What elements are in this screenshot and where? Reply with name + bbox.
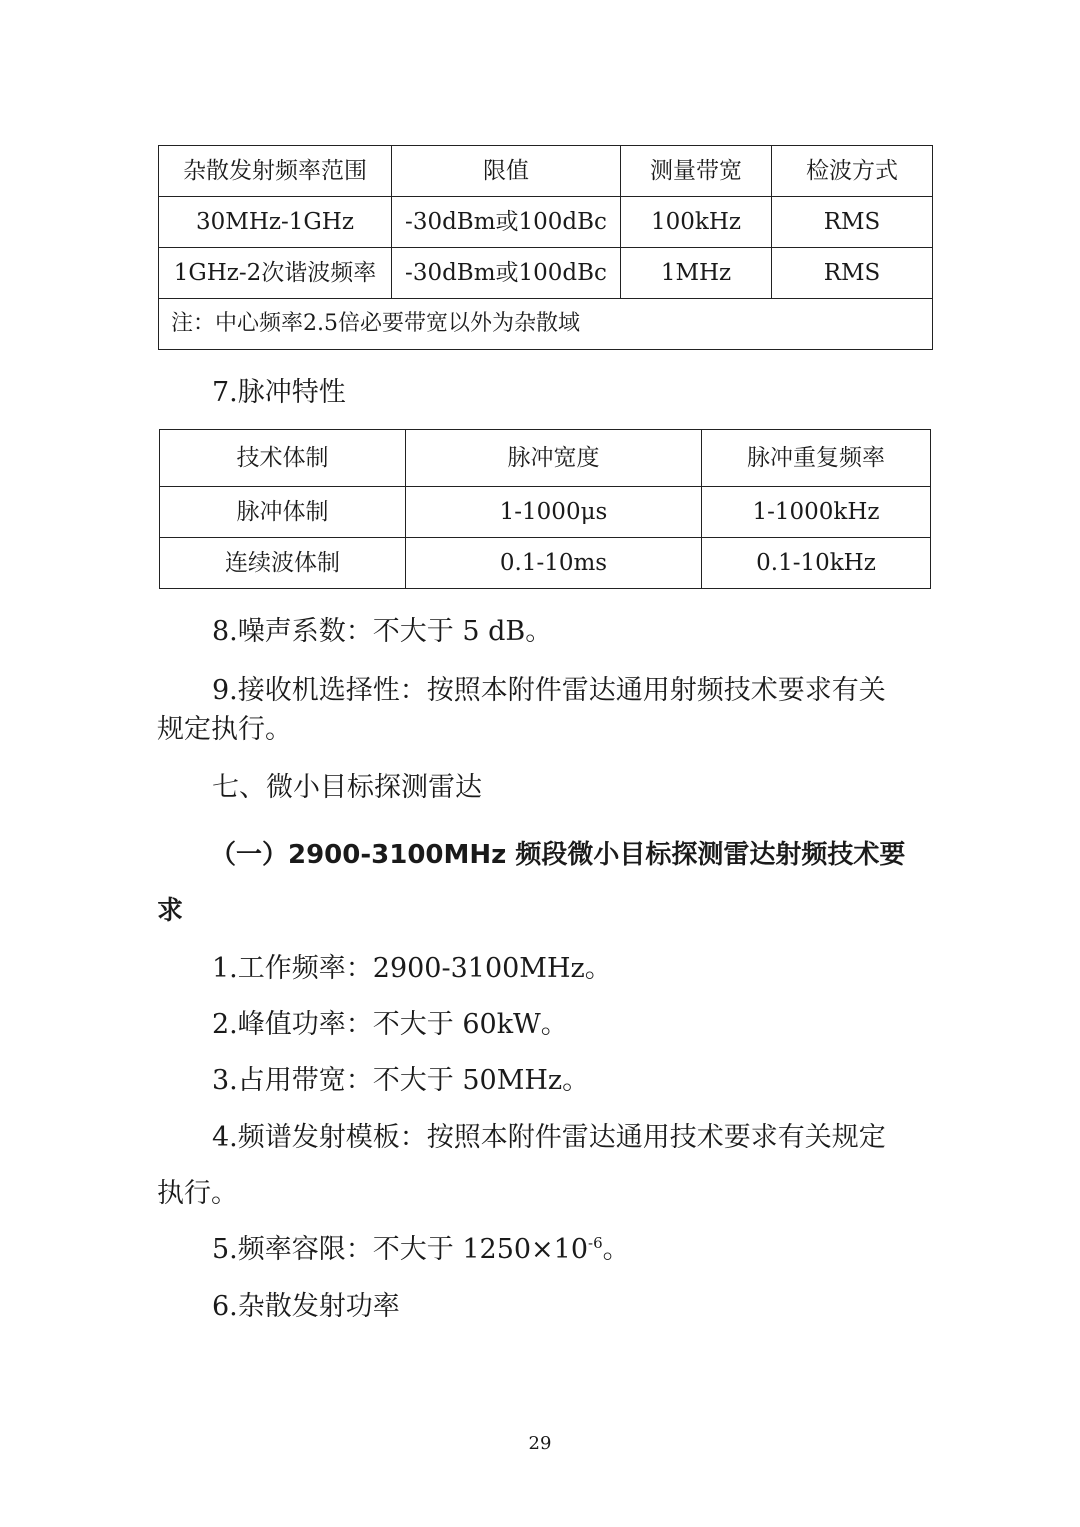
table-note: 注：中心频率2.5倍必要带宽以外为杂散域	[159, 299, 933, 350]
table-cell: 1-1000μs	[406, 487, 702, 538]
item-7-title: 7.脉冲特性	[212, 377, 346, 408]
table-cell: -30dBm或100dBc	[392, 248, 621, 299]
page-number: 29	[528, 1433, 552, 1454]
table-cell: 1-1000kHz	[702, 487, 931, 538]
table-row	[159, 197, 933, 248]
item-9-line1: 9.接收机选择性：按照本附件雷达通用射频技术要求有关	[212, 675, 886, 706]
requirement-5-suffix: 。	[602, 1234, 630, 1265]
table-cell: -30dBm或100dBc	[392, 197, 621, 248]
header-cell: 脉冲宽度	[406, 430, 702, 487]
header-cell: 测量带宽	[621, 146, 772, 197]
spurious-emission-table	[158, 145, 933, 350]
requirement-3: 3.占用带宽：不大于 50MHz。	[212, 1065, 590, 1096]
subsection-1-title-line1: （一）2900-3100MHz 频段微小目标探测雷达射频技术要	[210, 840, 906, 870]
table-header-row	[160, 430, 931, 487]
table-cell: 1GHz-2次谐波频率	[159, 248, 392, 299]
table-cell: 0.1-10kHz	[702, 538, 931, 589]
table-cell: 100kHz	[621, 197, 772, 248]
table-cell: RMS	[772, 248, 933, 299]
table-cell: 30MHz-1GHz	[159, 197, 392, 248]
table-cell: 1MHz	[621, 248, 772, 299]
item-9-line2: 规定执行。	[157, 714, 292, 745]
table-row	[159, 248, 933, 299]
header-cell: 限值	[392, 146, 621, 197]
table-row	[160, 487, 931, 538]
section-7-title: 七、微小目标探测雷达	[212, 772, 482, 803]
table-row	[160, 538, 931, 589]
table-cell: 0.1-10ms	[406, 538, 702, 589]
header-cell: 检波方式	[772, 146, 933, 197]
table-cell: 连续波体制	[160, 538, 406, 589]
header-cell: 技术体制	[160, 430, 406, 487]
header-cell: 杂散发射频率范围	[159, 146, 392, 197]
table-header-row	[159, 146, 933, 197]
subsection-1-title-line2: 求	[157, 896, 184, 926]
requirement-4-line2: 执行。	[157, 1178, 238, 1209]
requirement-6: 6.杂散发射功率	[212, 1291, 400, 1322]
table-cell: RMS	[772, 197, 933, 248]
requirement-5-text: 5.频率容限：不大于 1250×10	[212, 1234, 589, 1265]
requirement-4-line1: 4.频谱发射模板：按照本附件雷达通用技术要求有关规定	[212, 1122, 886, 1153]
item-8: 8.噪声系数：不大于 5 dB。	[212, 616, 553, 647]
requirement-5	[212, 1236, 630, 1263]
requirement-2: 2.峰值功率：不大于 60kW。	[212, 1009, 568, 1040]
requirement-5-exponent: -6	[588, 1234, 603, 1252]
requirement-1: 1.工作频率：2900-3100MHz。	[212, 953, 612, 984]
table-note-row	[159, 299, 933, 350]
header-cell: 脉冲重复频率	[702, 430, 931, 487]
table-cell: 脉冲体制	[160, 487, 406, 538]
pulse-characteristics-table	[159, 429, 931, 589]
